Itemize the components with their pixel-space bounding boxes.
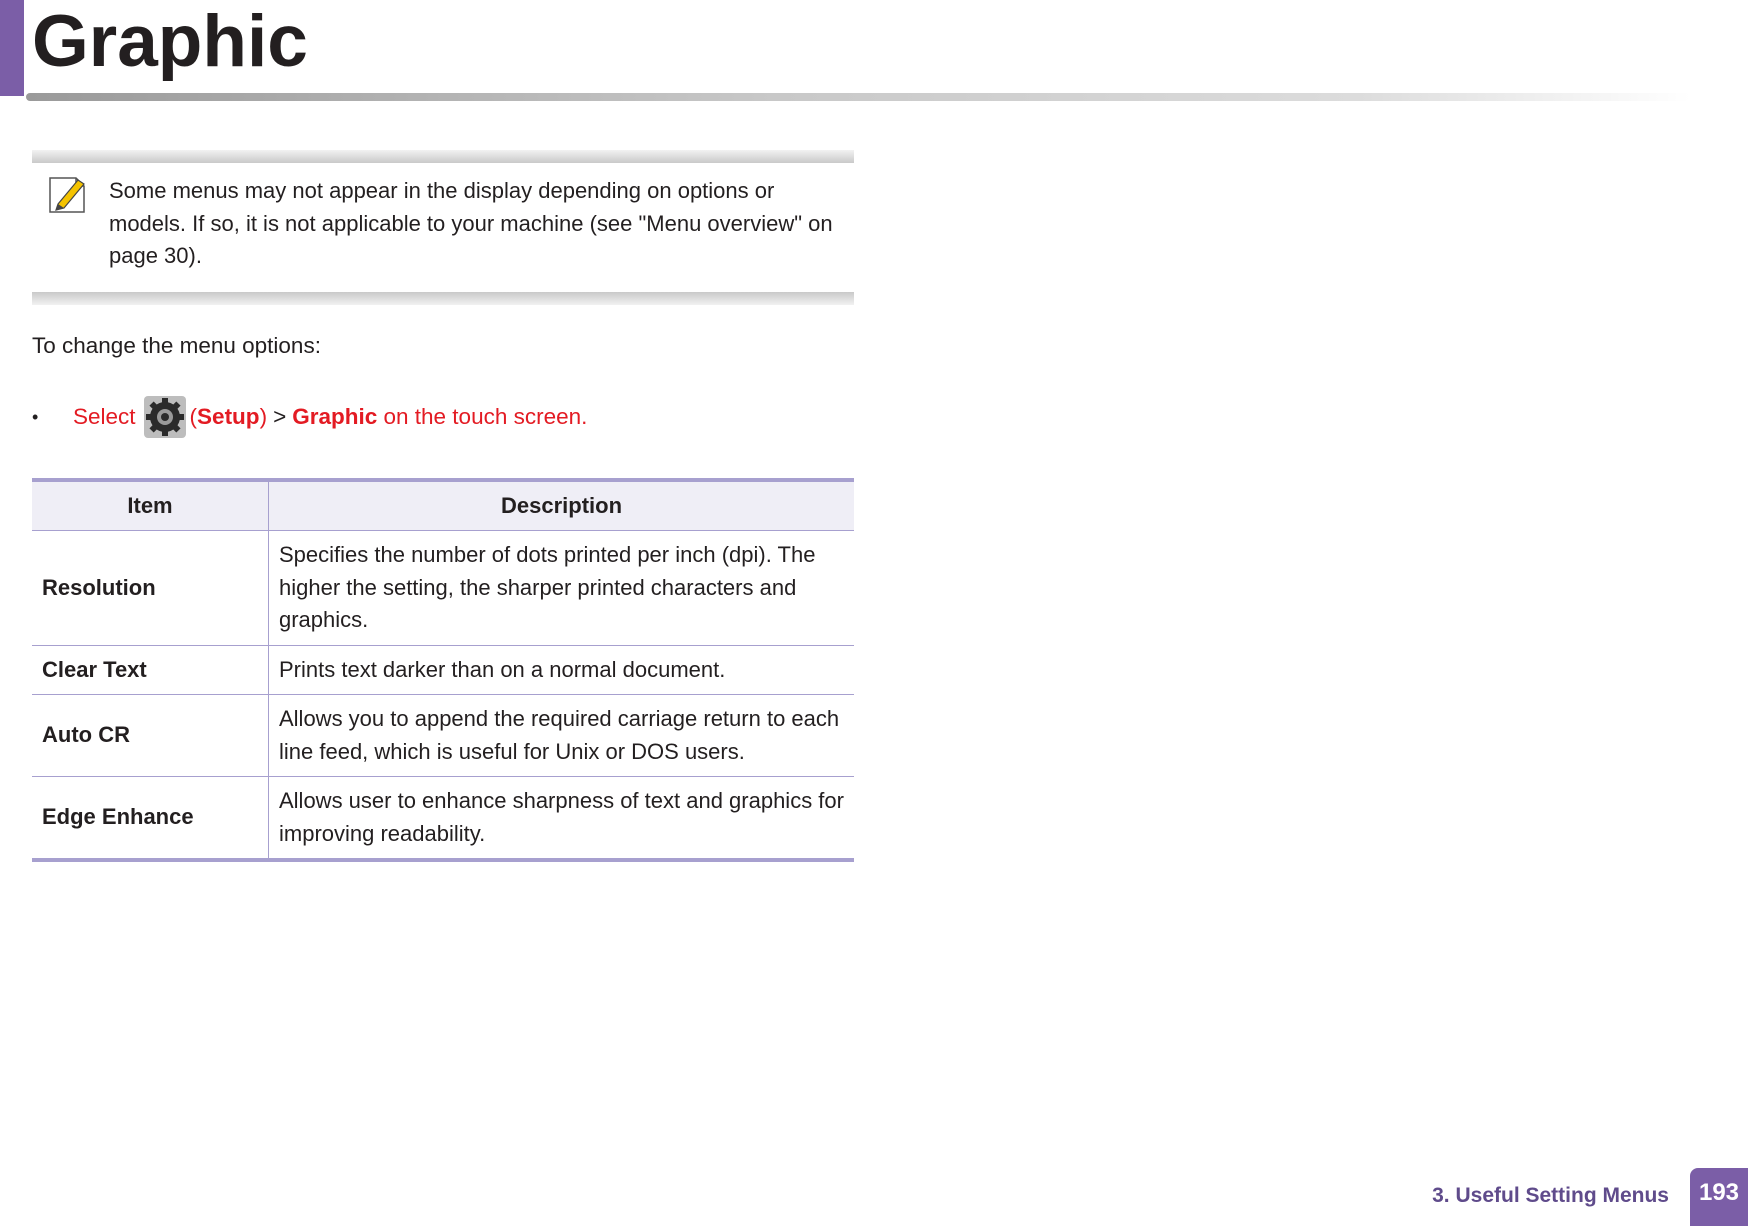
note-text: Some menus may not appear in the display depending on options or models. If so, it is not applicable to your machine (see "Menu overview" on page 30).: [109, 178, 833, 268]
table-row: [32, 531, 854, 646]
note-box: [32, 150, 854, 305]
row-item: Edge Enhance: [32, 777, 269, 861]
intro-text: To change the menu options:: [32, 333, 321, 358]
row-description: Allows user to enhance sharpness of text and graphics for improving readability.: [269, 777, 855, 861]
note-top-rule: [32, 150, 854, 163]
table-header-row: [32, 480, 854, 531]
step-setup-label: Setup: [197, 404, 260, 429]
row-description: Specifies the number of dots printed per inch (dpi). The higher the setting, the sharper printed characters and graphics.: [269, 531, 855, 646]
step-graphic-label: Graphic: [292, 404, 378, 429]
step-suffix: on the touch screen.: [383, 404, 588, 429]
footer-section-link[interactable]: 3. Useful Setting Menus: [1432, 1184, 1669, 1207]
note-bottom-rule: [32, 292, 854, 305]
graphic-menu-table: [32, 478, 854, 862]
step-select-label: Select: [73, 404, 136, 429]
step-separator: >: [273, 404, 287, 429]
header-item: Item: [32, 480, 269, 531]
table-row: [32, 777, 854, 861]
row-item: Resolution: [32, 531, 269, 646]
title-divider: [26, 93, 1691, 101]
step-close-paren: ): [259, 404, 268, 429]
bullet: •: [32, 406, 39, 427]
header-description: Description: [269, 480, 855, 531]
row-item: Clear Text: [32, 645, 269, 695]
table-row: [32, 645, 854, 695]
row-item: Auto CR: [32, 695, 269, 777]
header-accent-bar: [0, 0, 24, 96]
page-title: Graphic: [32, 1, 308, 82]
step-instruction: [32, 392, 587, 442]
step-open-paren: (: [189, 404, 198, 429]
table-row: [32, 695, 854, 777]
note-pencil-icon: [46, 174, 90, 216]
setup-gear-icon: [144, 396, 186, 438]
row-description: Prints text darker than on a normal document.: [269, 645, 855, 695]
page-number-badge: 193: [1690, 1168, 1748, 1226]
row-description: Allows you to append the required carriage return to each line feed, which is useful for Unix or DOS users.: [269, 695, 855, 777]
